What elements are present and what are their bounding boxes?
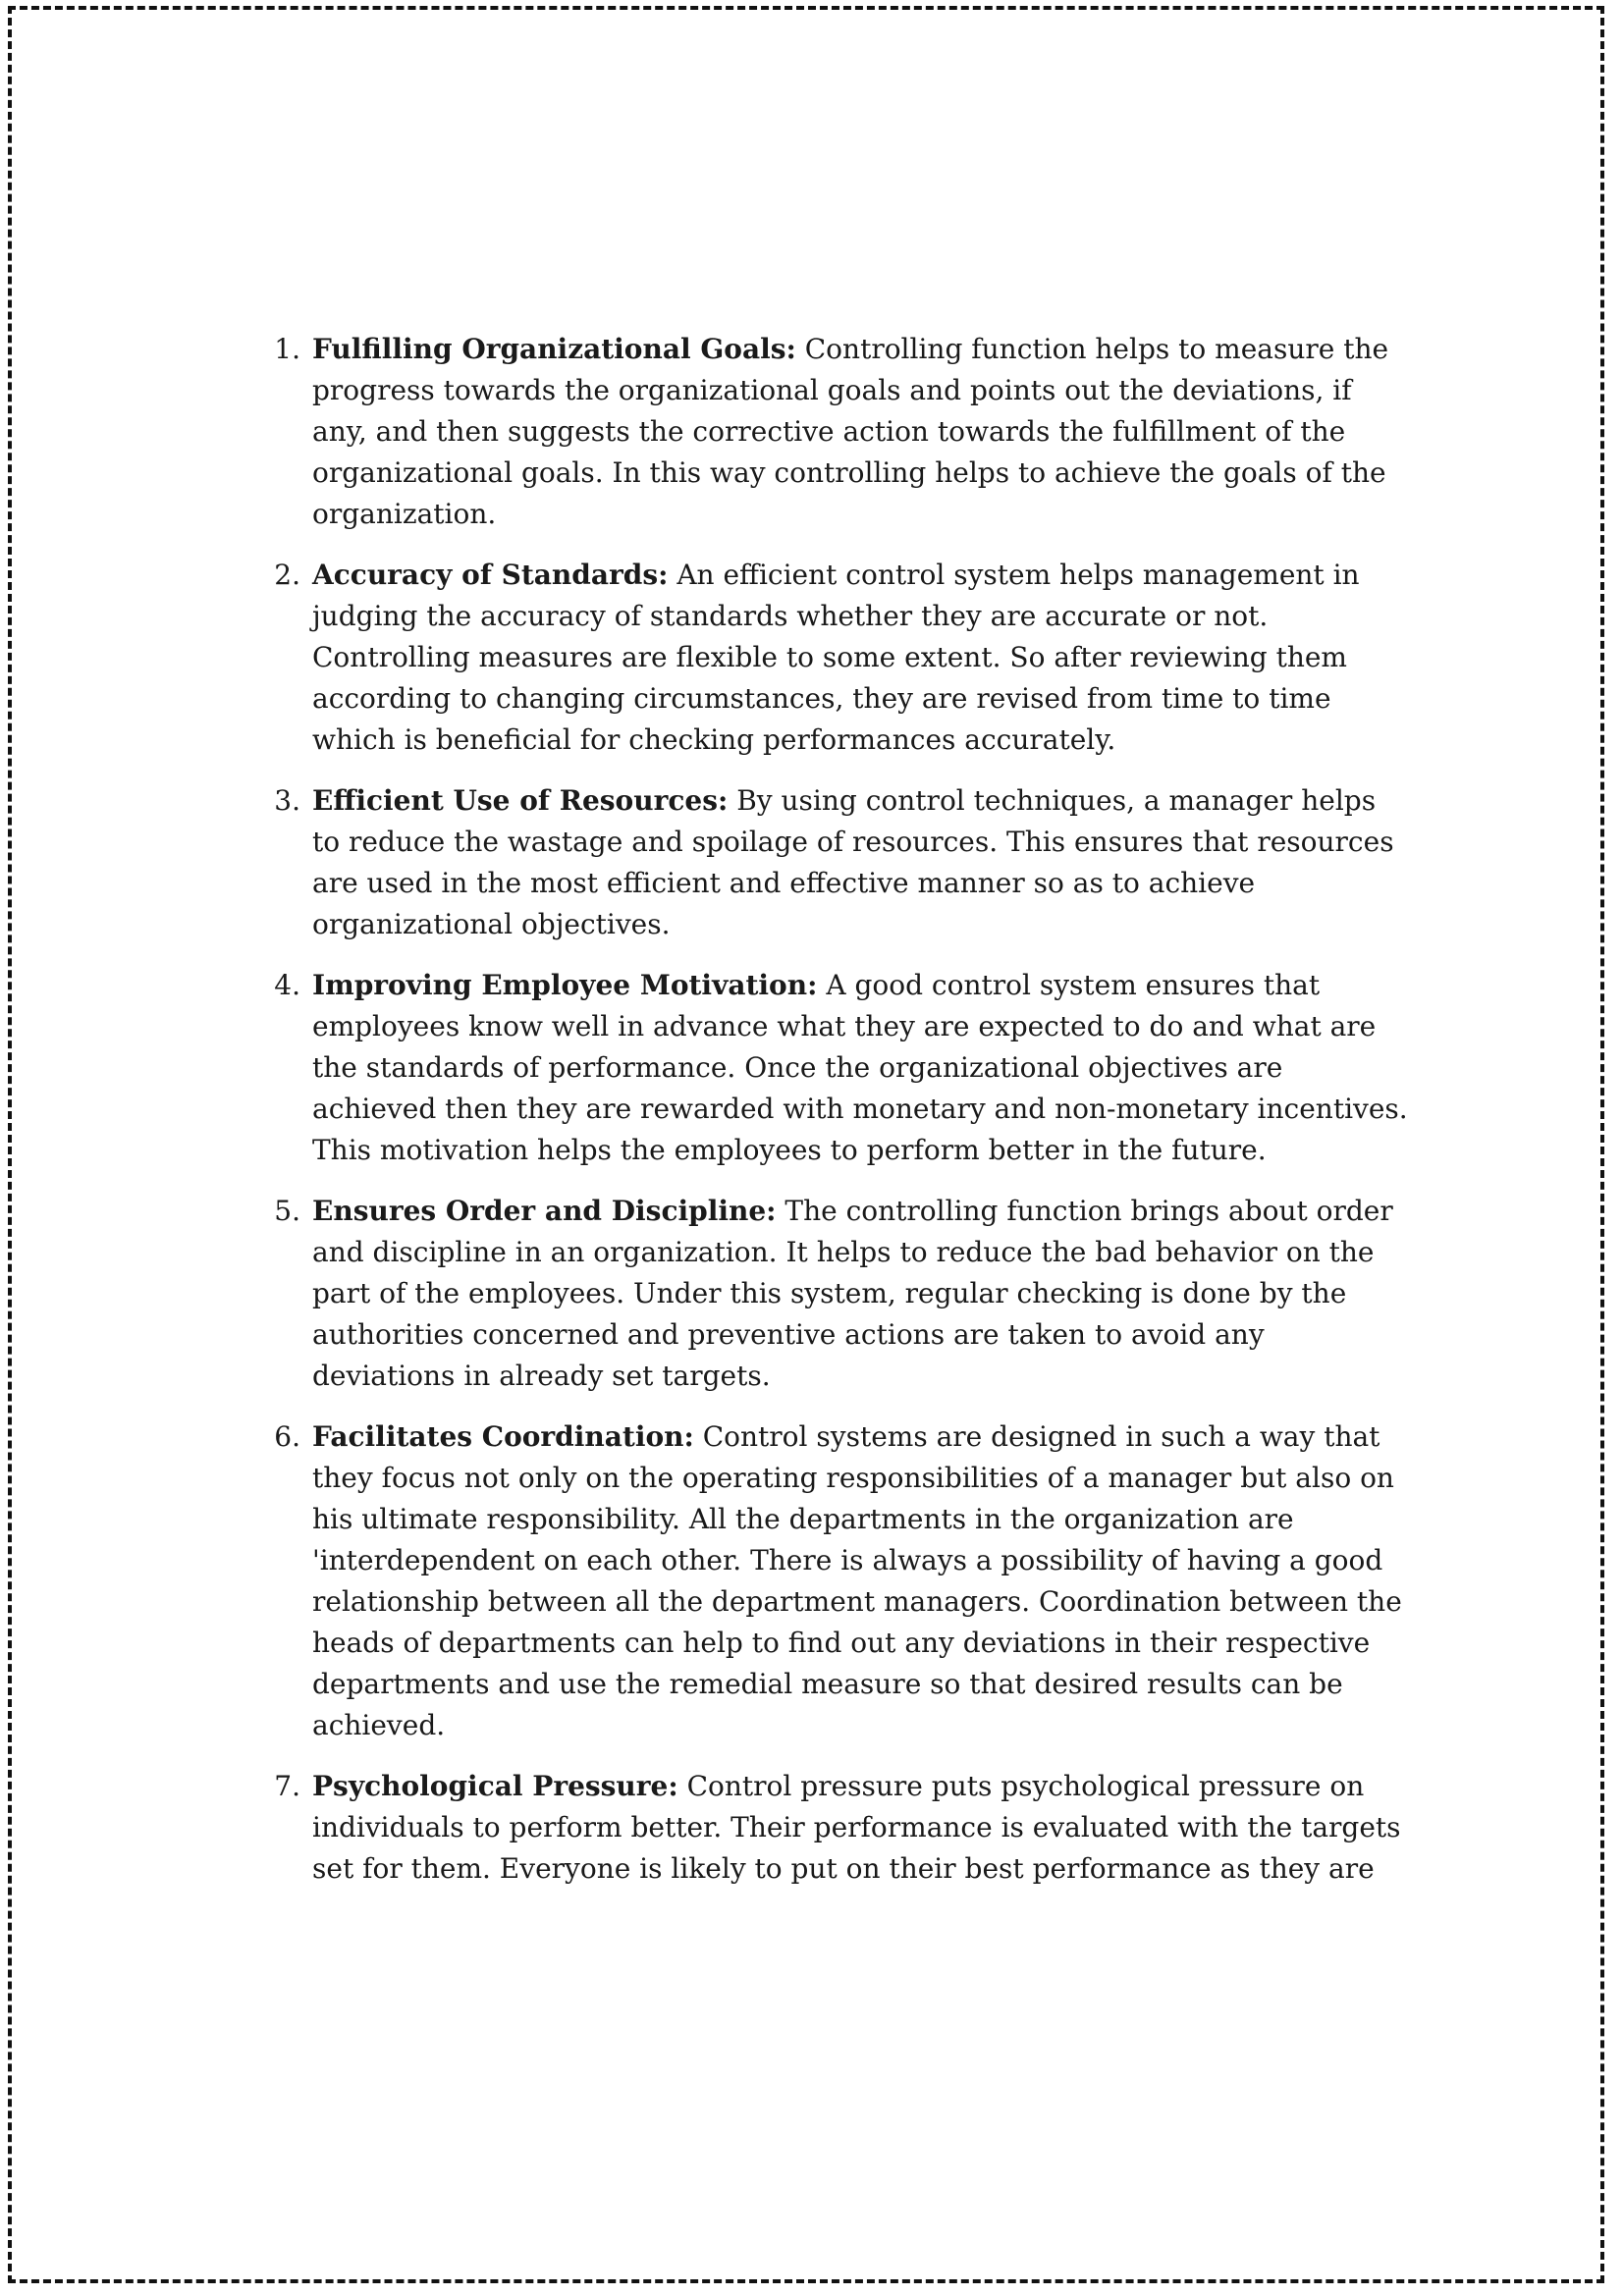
item-heading: Fulfilling Organizational Goals: — [312, 333, 796, 365]
item-heading: Facilitates Coordination: — [312, 1420, 694, 1453]
item-heading: Accuracy of Standards: — [312, 559, 669, 591]
list-item — [261, 329, 1410, 535]
item-number: 1. — [274, 333, 300, 365]
item-text: A good control system ensures that employees know well in advance what they are expected to do and what are the standards of performance. Once the organizational objectives are achieved then they are rewarded with monetary and non-monetary incentives. This motivation helps the employees to perform better in the future. — [312, 969, 1408, 1166]
list-item — [261, 1416, 1410, 1746]
list-item — [261, 555, 1410, 761]
item-heading: Psychological Pressure: — [312, 1770, 678, 1802]
item-number: 3. — [274, 784, 300, 817]
item-number: 5. — [274, 1195, 300, 1227]
item-heading: Improving Employee Motivation: — [312, 969, 818, 1001]
item-text: By using control techniques, a manager helps to reduce the wastage and spoilage of resources. This ensures that resources are used in the most efficient and effective manner so as to achieve organizational objectives. — [312, 784, 1394, 940]
item-text: Control systems are designed in such a way that they focus not only on the operating responsibilities of a manager but also on his ultimate responsibility. All the departments in the organization are 'interdependent on each other. There is always a possibility of having a good relationship between all the department managers. Coordination between the heads of departments can help to find out any deviations in their respective departments and use the remedial measure so that desired results can be achieved. — [312, 1420, 1402, 1741]
list-item — [261, 1766, 1410, 1890]
document-content — [261, 329, 1410, 1909]
numbered-list — [261, 329, 1410, 1890]
item-heading: Efficient Use of Resources: — [312, 784, 729, 817]
list-item — [261, 1191, 1410, 1397]
item-heading: Ensures Order and Discipline: — [312, 1195, 777, 1227]
item-text: Control pressure puts psychological pressure on individuals to perform better. Their performance is evaluated with the targets set for them. Everyone is likely to put on their best performance as they are — [312, 1770, 1401, 1885]
list-item — [261, 780, 1410, 945]
item-text: An efficient control system helps management in judging the accuracy of standards whether they are accurate or not. Controlling measures are flexible to some extent. So after reviewing them according to changing circumstances, they are revised from time to time which is beneficial for checking performances accurately. — [312, 559, 1360, 756]
item-number: 2. — [274, 559, 300, 591]
item-text: Controlling function helps to measure the progress towards the organizational goals and points out the deviations, if any, and then suggests the corrective action towards the fulfillment of the organizational goals. In this way controlling helps to achieve the goals of the organization. — [312, 333, 1389, 530]
item-text: The controlling function brings about order and discipline in an organization. It helps to reduce the bad behavior on the part of the employees. Under this system, regular checking is done by the authorities concerned and preventive actions are taken to avoid any deviations in already set targets. — [312, 1195, 1393, 1392]
item-number: 7. — [274, 1770, 300, 1802]
item-number: 4. — [274, 969, 300, 1001]
list-item — [261, 965, 1410, 1171]
item-number: 6. — [274, 1420, 300, 1453]
